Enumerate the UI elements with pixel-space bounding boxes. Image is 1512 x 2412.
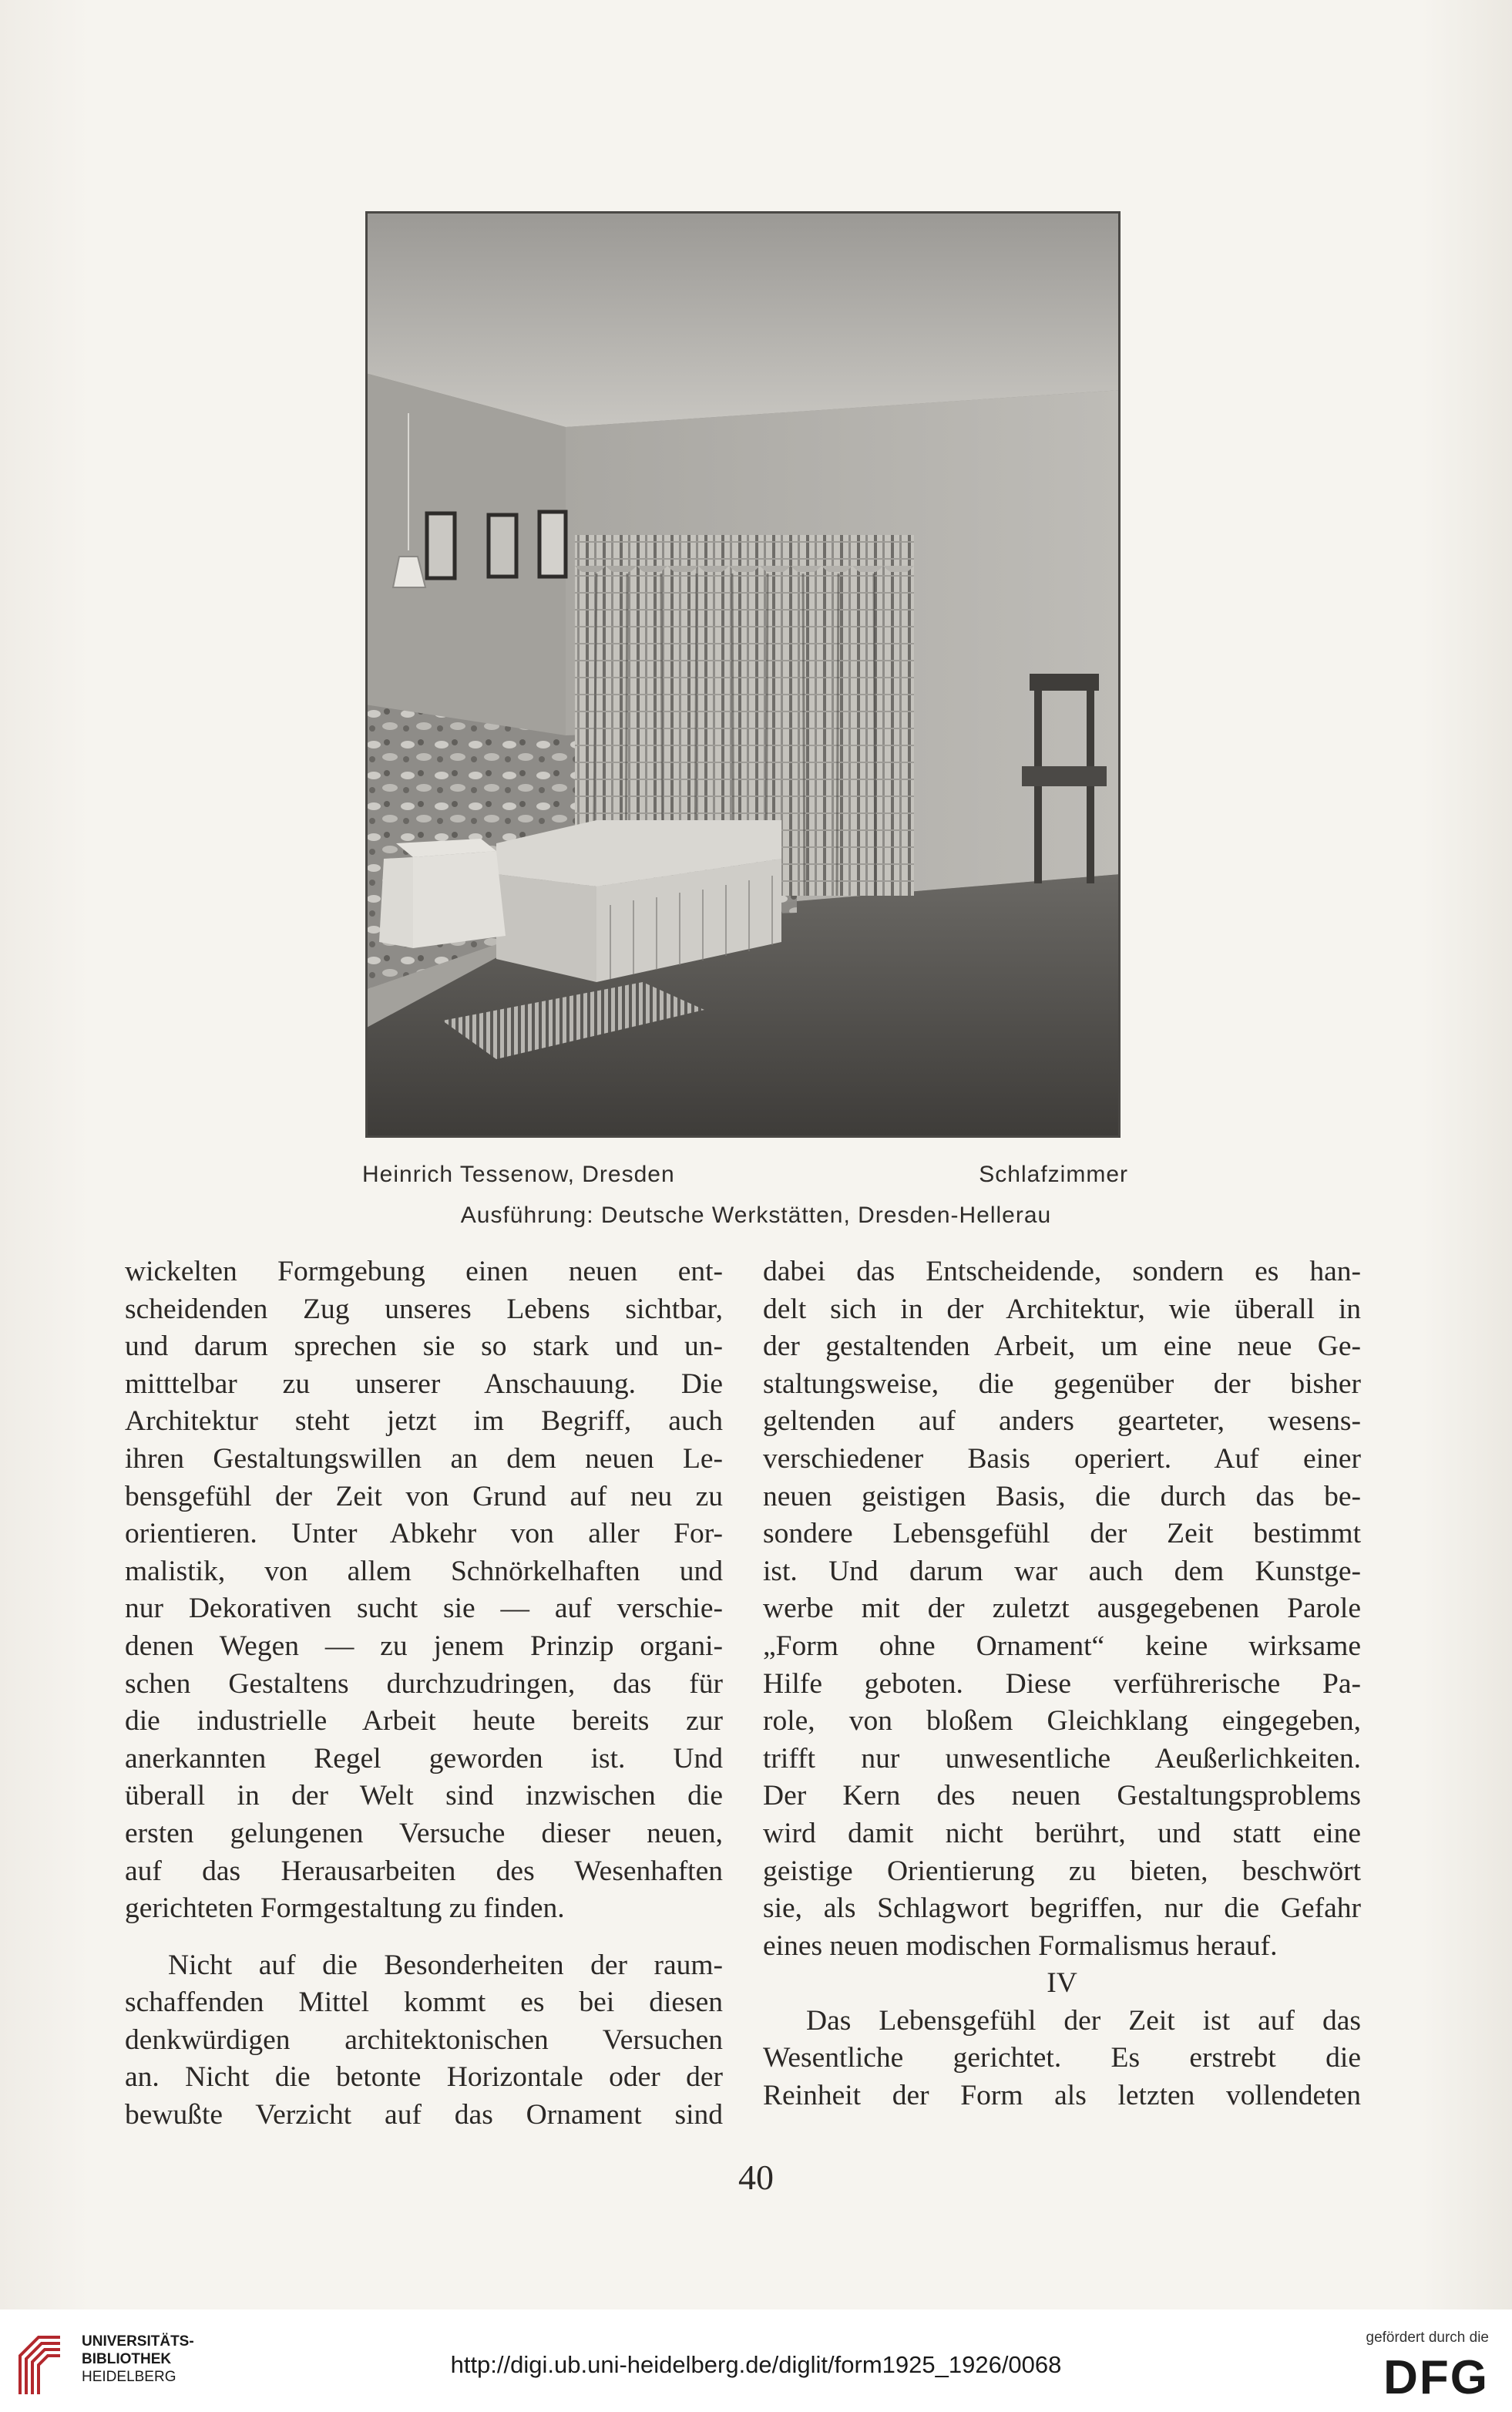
text-column-left: [125, 1253, 723, 2134]
text-line: die industrielle Arbeit heute bereits zur: [125, 1705, 723, 1738]
paragraph: [763, 1253, 1361, 1965]
text-line: staltungsweise, die gegenüber der bisher: [763, 1367, 1361, 1400]
text-line: ist. Und darum war auch dem Kunstge-: [763, 1555, 1361, 1587]
text-line: sie, als Schlagwort begriffen, nur die Gefahr: [763, 1892, 1361, 1925]
text-line: orientieren. Unter Abkehr von aller For-: [125, 1518, 723, 1550]
text-line: eines neuen modischen Formalismus herauf.: [763, 1929, 1278, 1962]
text-line: gerichteten Formgestaltung zu finden.: [125, 1892, 565, 1925]
text-line: Nicht auf die Besonderheiten der raum-: [168, 1949, 723, 1981]
text-line: und darum sprechen sie so stark und un-: [125, 1330, 723, 1363]
text-line: denen Wegen — zu jenem Prinzip organi-: [125, 1630, 723, 1662]
bedroom-photograph: [365, 211, 1121, 1138]
text-column-right: [763, 1253, 1361, 2115]
text-line: schen Gestaltens durchzudringen, das für: [125, 1667, 723, 1700]
text-line: überall in der Welt sind inzwischen die: [125, 1780, 723, 1812]
text-line: delt sich in der Architektur, wie überall in: [763, 1293, 1361, 1325]
text-line: geistige Orientierung zu bieten, beschwört: [763, 1855, 1361, 1887]
bedroom-photo-drawing: [365, 211, 1121, 1138]
paragraph-gap: [125, 1928, 723, 1947]
paragraph: [763, 2003, 1361, 2115]
text-line: Der Kern des neuen Gestaltungsproblems: [763, 1780, 1361, 1812]
text-line: scheidenden Zug unseres Lebens sichtbar,: [125, 1293, 723, 1325]
caption-artist: Heinrich Tessenow, Dresden: [362, 1162, 675, 1187]
text-line: sondere Lebensgefühl der Zeit bestimmt: [763, 1518, 1361, 1550]
text-line: Das Lebensgefühl der Zeit ist auf das: [806, 2004, 1361, 2037]
text-line: ihren Gestaltungswillen an dem neuen Le-: [125, 1442, 723, 1475]
caption-execution: Ausführung: Deutsche Werkstätten, Dresden-Hellerau: [460, 1203, 1052, 1228]
text-line: wickelten Formgebung einen neuen ent-: [125, 1256, 723, 1287]
text-line: malistik, von allem Schnörkelhaften und: [125, 1555, 723, 1587]
library-name-line3: HEIDELBERG: [82, 2369, 176, 2385]
text-line: verschiedener Basis operiert. Auf einer: [763, 1442, 1361, 1475]
dfg-logo[interactable]: DFG: [1383, 2351, 1489, 2404]
text-line: dabei das Entscheidende, sondern es han-: [763, 1256, 1361, 1287]
text-line: Reinheit der Form als letzten vollendeten: [763, 2080, 1361, 2112]
text-line: wird damit nicht berührt, und statt eine: [763, 1817, 1361, 1849]
text-line: „Form ohne Ornament“ keine wirksame: [763, 1630, 1361, 1662]
paragraph: [125, 1253, 723, 1928]
text-line: role, von bloßem Gleichklang eingegeben,: [763, 1705, 1361, 1738]
text-line: mitttelbar zu unserer Anschauung. Die: [125, 1367, 723, 1400]
funder-label: gefördert durch die: [1366, 2330, 1489, 2346]
text-line: Architektur steht jetzt im Begriff, auch: [125, 1405, 723, 1438]
paragraph: [125, 1947, 723, 2134]
text-line: geltenden auf anders gearteter, wesens-: [763, 1405, 1361, 1438]
text-line: werbe mit der zuletzt ausgegebenen Parole: [763, 1593, 1361, 1625]
text-line: nur Dekorativen sucht sie — auf verschie-: [125, 1593, 723, 1625]
text-line: denkwürdigen architektonischen Versuchen: [125, 2023, 723, 2056]
library-name-line1: UNIVERSITÄTS-: [82, 2333, 194, 2350]
page-number: 40: [738, 2158, 774, 2197]
text-line: auf das Herausarbeiten des Wesenhaften: [125, 1855, 723, 1887]
source-url-link[interactable]: http://digi.ub.uni-heidelberg.de/diglit/form1925_1926/0068: [450, 2351, 1062, 2378]
text-line: neuen geistigen Basis, die durch das be-: [763, 1480, 1361, 1512]
text-line: Hilfe geboten. Diese verführerische Pa-: [763, 1667, 1361, 1700]
text-line: anerkannten Regel geworden ist. Und: [125, 1742, 723, 1775]
section-heading: IV: [1047, 1967, 1077, 2000]
text-line: der gestaltenden Arbeit, um eine neue Ge-: [763, 1330, 1361, 1363]
text-line: bensgefühl der Zeit von Grund auf neu zu: [125, 1480, 723, 1512]
digital-library-footer: [0, 2309, 1512, 2412]
text-line: trifft nur unwesentliche Aeußerlichkeiten.: [763, 1742, 1361, 1775]
text-line: schaffenden Mittel kommt es bei diesen: [125, 1986, 723, 2019]
text-line: an. Nicht die betonte Horizontale oder der: [125, 2061, 723, 2094]
library-name-line2: BIBLIOTHEK: [82, 2351, 172, 2367]
text-line: bewußte Verzicht auf das Ornament sind: [125, 2099, 723, 2131]
text-line: ersten gelungenen Versuche dieser neuen,: [125, 1817, 723, 1849]
text-line: Wesentliche gerichtet. Es erstrebt die: [763, 2042, 1361, 2074]
caption-title: Schlafzimmer: [979, 1162, 1128, 1187]
